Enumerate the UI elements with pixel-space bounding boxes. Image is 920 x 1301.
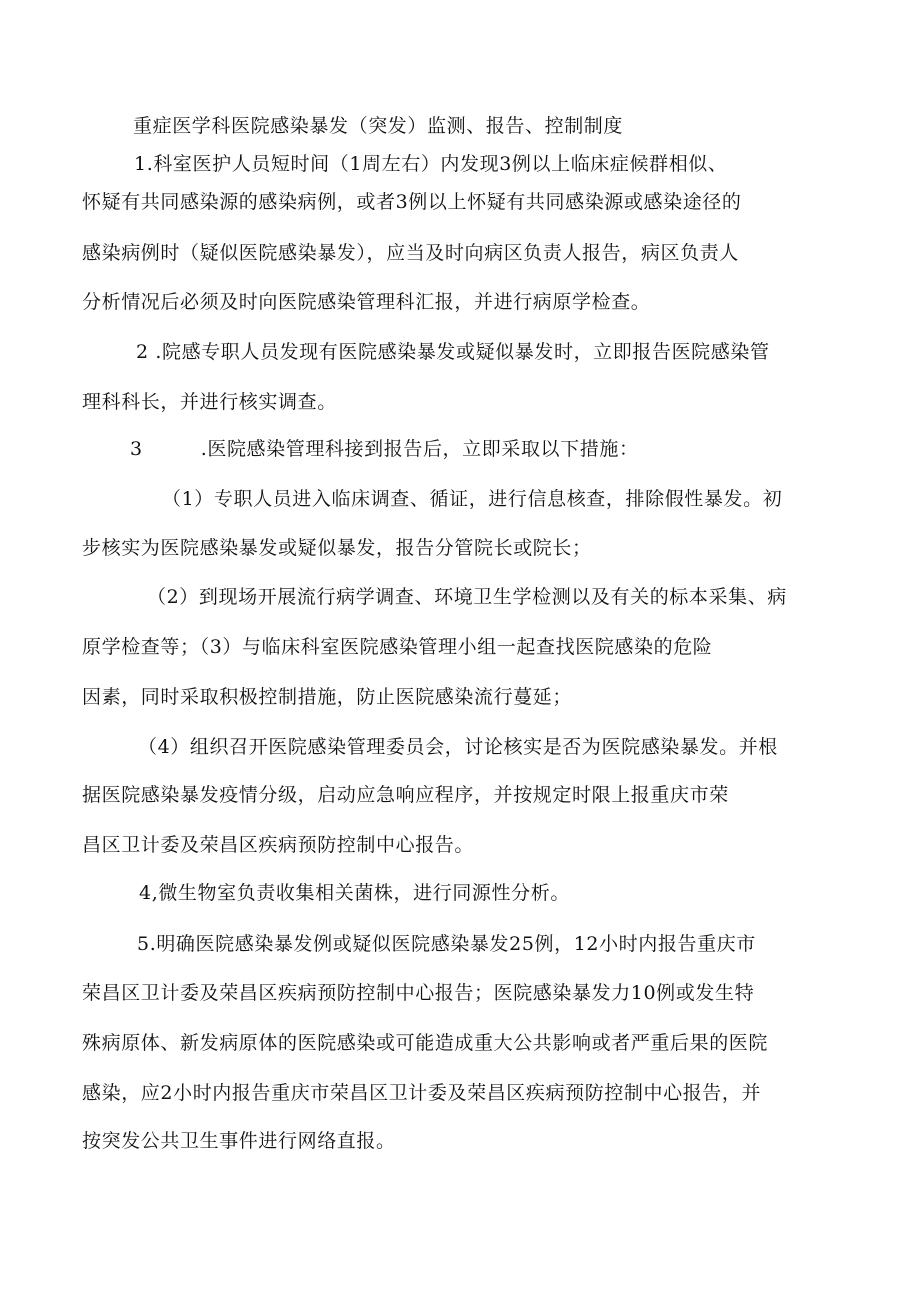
paragraph-line: 据医院感染暴发疫情分级，启动应急响应程序，并按规定时限上报重庆市荣 <box>82 784 729 806</box>
paragraph-line: 昌区卫计委及荣昌区疾病预防控制中心报告。 <box>82 834 475 856</box>
paragraph-line: （2）到现场开展流行病学调查、环境卫生学检测以及有关的标本采集、病 <box>147 586 787 608</box>
paragraph-line: 原学检查等；（3）与临床科室医院感染管理小组一起查找医院感染的危险 <box>82 636 713 658</box>
paragraph-line: 4,微生物室负责收集相关菌株，进行同源性分析。 <box>139 882 570 904</box>
paragraph-line: 殊病原体、新发病原体的医院感染或可能造成重大公共影响或者严重后果的医院 <box>82 1032 769 1054</box>
paragraph-line <box>130 436 890 462</box>
paragraph-line: 理科科长，并进行核实调查。 <box>82 391 337 413</box>
paragraph-line: 荣昌区卫计委及荣昌区疾病预防控制中心报告；医院感染暴发力10例或发生特 <box>82 982 755 1004</box>
document-title: 重症医学科医院感染暴发（突发）监测、报告、控制制度 <box>133 115 624 137</box>
paragraph-line: 感染，应2小时内报告重庆市荣昌区卫计委及荣昌区疾病预防控制中心报告，并 <box>82 1082 762 1104</box>
paragraph-line: 按突发公共卫生事件进行网络直报。 <box>82 1130 396 1152</box>
paragraph-line: （4）组织召开医院感染管理委员会，讨论核实是否为医院感染暴发。并根 <box>138 736 778 758</box>
paragraph-line: （1）专职人员进入临床调查、循证，进行信息核查，排除假性暴发。初 <box>162 488 783 510</box>
paragraph-line: 5.明确医院感染暴发例或疑似医院感染暴发25例，12小时内报告重庆市 <box>137 933 756 955</box>
item-text: .医院感染管理科接到报告后，立即采取以下措施： <box>200 438 639 460</box>
paragraph-line: 分析情况后必须及时向医院感染管理科汇报，并进行病原学检查。 <box>82 291 651 313</box>
item-number: 3 <box>130 438 143 460</box>
paragraph-line: 因素，同时采取积极控制措施，防止医院感染流行蔓延； <box>82 686 573 708</box>
paragraph-line: 1.科室医护人员短时间（1周左右）内发现3例以上临床症候群相似、 <box>134 153 728 175</box>
paragraph-line: 怀疑有共同感染源的感染病例，或者3例以上怀疑有共同感染源或感染途径的 <box>82 191 742 213</box>
paragraph-line: 2 .院感专职人员发现有医院感染暴发或疑似暴发时，立即报告医院感染管 <box>136 341 770 363</box>
paragraph-line: 感染病例时（疑似医院感染暴发），应当及时向病区负责人报告，病区负责人 <box>82 242 739 264</box>
paragraph-line: 步核实为医院感染暴发或疑似暴发，报告分管院长或院长； <box>82 537 592 559</box>
